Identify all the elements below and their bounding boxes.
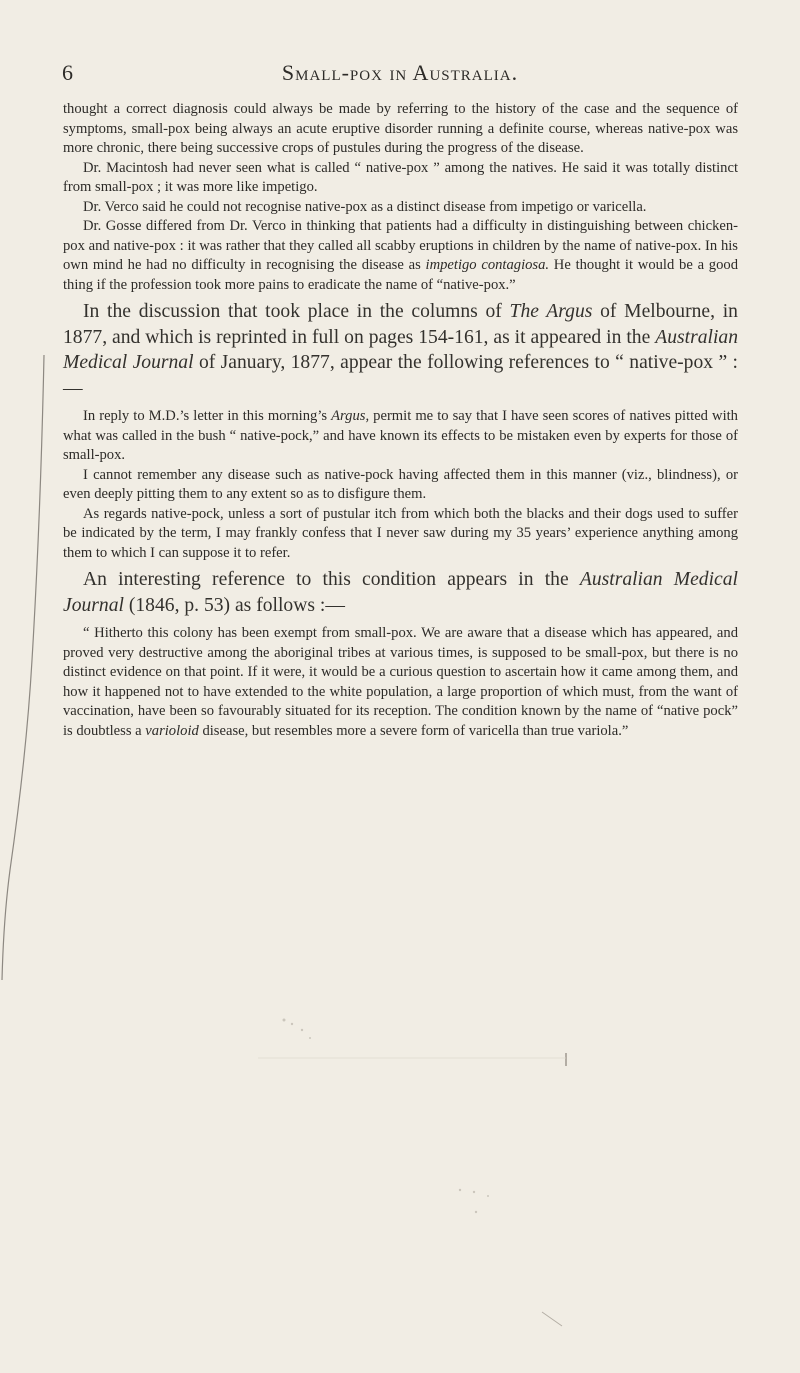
quotation-1 — [63, 407, 738, 563]
running-title: Small-pox in Australia. — [281, 60, 519, 85]
paragraph-3: Dr. Verco said he could not recognise native-pox as a distinct disease from impetigo or varicella. — [83, 198, 647, 215]
body-text — [63, 100, 738, 741]
paragraph-6-text-a: An interesting reference to this condition appears in the — [83, 569, 580, 590]
page-header — [62, 60, 738, 86]
paragraph-2: Dr. Macintosh had never seen what is called “ native-pox ” among the natives. He said it was totally distinct from small-pox ; it was more like impetigo. — [63, 159, 738, 195]
page-number: 6 — [62, 60, 73, 85]
paragraph-5-text-b: of Melbourne, in 1877, and which is reprinted in full on pages 154-161, as it appeared in the — [63, 301, 738, 348]
quote-paragraph-1 — [63, 407, 738, 466]
paragraph-4-italic: impetigo contagiosa. — [425, 257, 550, 273]
show-through-marks — [270, 1000, 690, 1300]
paragraph-6-italic: Australian Medical Journal — [63, 569, 738, 616]
paragraph-1: thought a correct diagnosis could always be made by referring to the history of the case and the sequence of symptoms, small-pox being always an acute eruptive disorder running a definite course, whereas native-pox was more chronic, there being successive crops of pustules during the progress of the disease. — [63, 101, 738, 156]
paragraph-5-italic-2: Australian Medical Journal — [63, 326, 738, 373]
quote-1-text-b: permit me to say that I have seen scores of natives pitted with what was called in the bush “ native-pock,” and have known its effects to be mistaken even by experts for those of small-pox. — [63, 408, 738, 463]
paragraph-6 — [63, 567, 738, 618]
paragraph-5-text-c: of January, 1877, appear the following references to “ native-pox ” :— — [63, 352, 738, 399]
paragraph-5 — [63, 299, 738, 401]
quotation-2 — [63, 624, 738, 741]
quote-4-italic: varioloid — [145, 722, 199, 739]
paragraph-6-text-b: (1846, p. 53) as follows :— — [123, 594, 345, 616]
quote-4-text-b: disease, but resembles more a severe form of varicella than true variola.” — [198, 722, 629, 739]
paragraph-5-italic: The Argus — [509, 301, 593, 322]
quote-paragraph-4 — [63, 624, 738, 741]
paragraph-4-text-a: Dr. Gosse differed from Dr. Verco in thinking that patients had a difficulty in distinguishing between chicken-pox and native-pox : it was rather that they called all scabby eruptions in children by the name of native-pox. In his own mind he had no difficulty in recognising the disease as — [63, 218, 738, 273]
paragraph-4 — [63, 217, 738, 295]
paragraph-4-text-b: He thought it would be a good thing if the profession took more pains to eradicate the name of “native-pox.” — [63, 257, 738, 293]
quote-1-italic: Argus, — [331, 408, 370, 424]
paragraph-5-text-a: In the discussion that took place in the columns of — [83, 301, 510, 322]
quote-paragraph-2: I cannot remember any disease such as native-pock having affected them in this manner (viz., blindness), or even deeply pitting them to any extent so as to disfigure them. — [63, 466, 738, 502]
quote-4-text-a: “ Hitherto this colony has been exempt from small-pox. We are aware that a disease which has appeared, and proved very destructive among the aboriginal tribes at various times, is supposed to be small-pox, but there is no distinct evidence on that point. If it were, it would be a curious question to ascertain how it came among them, and how it happened not to have extended to the white population, a large proportion of which must, from the want of vaccination, have been so favourably situated for its reception. The condition known by the name of “native pock” is doubtless a — [63, 625, 738, 739]
quote-paragraph-3: As regards native-pock, unless a sort of pustular itch from which both the blacks and their dogs used to suffer be indicated by the term, I may frankly confess that I never saw during my 35 years’ experience anything among them to which I can suppose it to refer. — [63, 505, 738, 561]
quote-1-text-a: In reply to M.D.’s letter in this morning’s — [83, 408, 332, 424]
